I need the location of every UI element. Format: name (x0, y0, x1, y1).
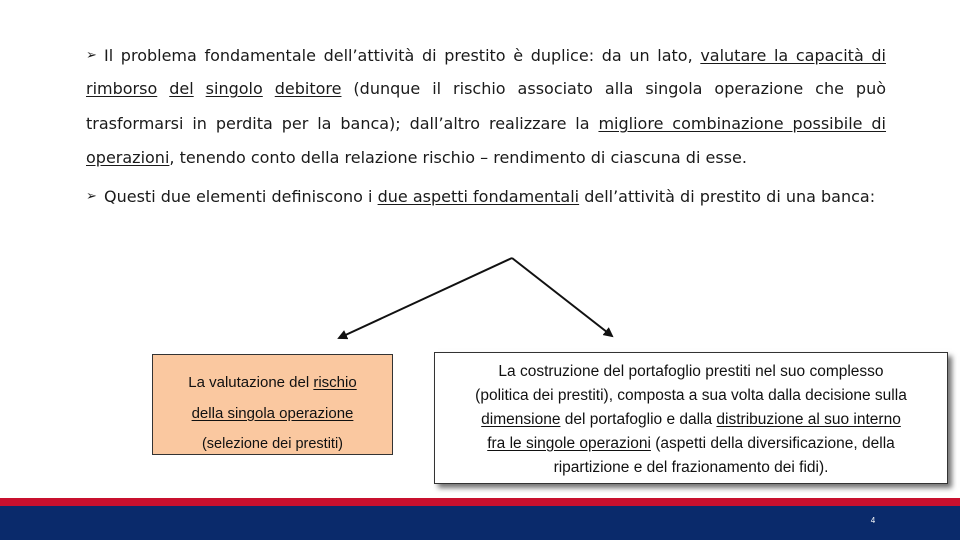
page-number: 4 (870, 516, 876, 525)
b2-underlined: due aspetti fondamentali (377, 187, 580, 206)
box-right-l4-text: (aspetti della diversificazione, della (650, 435, 895, 452)
portfolio-construction-box (434, 352, 948, 484)
b1-l3-text: trasformarsi in perdita per la banca); dall’altro realizzare la (86, 114, 599, 133)
b1-l4-underlined: operazioni (86, 148, 170, 167)
box-left-line-1 (153, 367, 392, 398)
box-left-line-3: (selezione dei prestiti) (201, 436, 344, 452)
bullet-2-text (104, 179, 904, 215)
b1-l2-rest: (dunque il rischio associato alla singola operazione che può (341, 79, 886, 98)
b1-l2-u3: singolo (205, 79, 263, 98)
bullet-1-line-1 (104, 38, 886, 74)
box-right-line-1: La costruzione del portafoglio prestiti nel suo complesso (498, 363, 884, 380)
bullet-arrow-icon: ➢ (86, 48, 97, 63)
box-left-l1-underlined: rischio (313, 374, 357, 391)
box-right-l3-u2: distribuzione al suo interno (716, 411, 901, 428)
box-right-line-4 (441, 432, 941, 456)
b1-l2-u4: debitore (274, 79, 342, 98)
box-left-line-2 (153, 398, 392, 429)
b1-l1-text: Il problema fondamentale dell’attività di prestito è duplice: da un lato, (104, 46, 701, 65)
b1-l2-u2: del (169, 79, 194, 98)
left-arrow (339, 258, 512, 338)
risk-evaluation-box (152, 354, 393, 455)
bullet-1-line-4 (86, 140, 886, 176)
box-right-l3-text: del portafoglio e dalla (560, 411, 717, 428)
footer-blue-band (0, 506, 960, 540)
box-right-line-2: (politica dei prestiti), composta a sua volta dalla decisione sulla (475, 387, 907, 404)
b1-l3-underlined: migliore combinazione possibile di (598, 114, 887, 133)
b2-text-a: Questi due elementi definiscono i (104, 187, 378, 206)
b1-l1-underlined: valutare la capacità di (700, 46, 886, 65)
box-left-l1-text: La valutazione del (188, 374, 314, 391)
box-right-l4-underlined: fra le singole operazioni (487, 435, 651, 452)
b1-l4-rest: , tenendo conto della relazione rischio – rendimento di ciascuna di esse. (169, 148, 747, 167)
bullet-1-line-2 (86, 71, 886, 107)
b1-l2-u1: rimborso (86, 79, 158, 98)
box-right-line-3 (441, 408, 941, 432)
b2-text-b: dell’attività di prestito di una banca: (579, 187, 876, 206)
footer-red-band (0, 498, 960, 506)
box-right-line-5: ripartizione e del frazionamento dei fidi). (553, 459, 829, 476)
right-arrow (512, 258, 612, 336)
box-left-l2-underlined: della singola operazione (191, 405, 354, 422)
box-right-l3-u1: dimensione (481, 411, 561, 428)
bullet-1-line-3 (86, 106, 886, 142)
bullet-arrow-icon: ➢ (86, 189, 97, 204)
